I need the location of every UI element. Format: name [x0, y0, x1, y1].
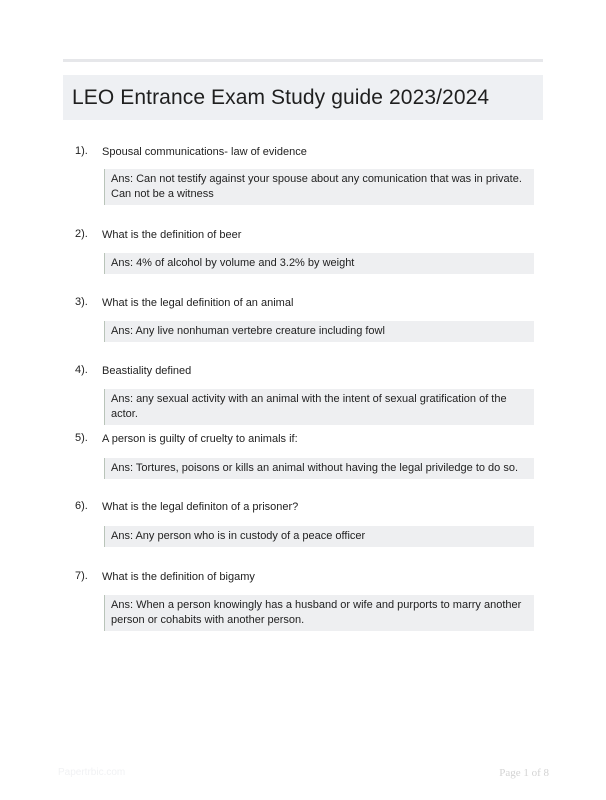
- question-number: 1).: [75, 145, 88, 157]
- footer-watermark: Papertrbic.com: [58, 767, 126, 778]
- title-banner: [63, 75, 543, 120]
- page-title: LEO Entrance Exam Study guide 2023/2024: [72, 85, 490, 109]
- page-number: Page 1 of 8: [499, 767, 549, 779]
- answer-box: Ans: Tortures, poisons or kills an animal without having the legal priviledge to do so.: [104, 458, 534, 479]
- question-text: A person is guilty of cruelty to animals if:: [102, 433, 298, 445]
- answer-box: Ans: When a person knowingly has a husband or wife and purports to marry another person or cohabits with another person.: [104, 595, 534, 631]
- answer-box: Ans: Any person who is in custody of a peace officer: [104, 526, 534, 547]
- question-text: What is the legal definiton of a prisoner?: [102, 501, 299, 513]
- question-number: 6).: [75, 500, 88, 512]
- question-number: 4).: [75, 364, 88, 376]
- top-divider: [63, 59, 543, 62]
- question-text: Beastiality defined: [102, 365, 192, 377]
- question-number: 5).: [75, 432, 88, 444]
- answer-box: Ans: any sexual activity with an animal with the intent of sexual gratification of the actor.: [104, 389, 534, 425]
- question-text: Spousal communications- law of evidence: [102, 146, 307, 158]
- question-number: 3).: [75, 296, 88, 308]
- answer-box: Ans: 4% of alcohol by volume and 3.2% by weight: [104, 253, 534, 274]
- answer-box: Ans: Any live nonhuman vertebre creature including fowl: [104, 321, 534, 342]
- question-text: What is the legal definition of an animal: [102, 297, 294, 309]
- question-text: What is the definition of beer: [102, 229, 242, 241]
- question-number: 2).: [75, 228, 88, 240]
- question-text: What is the definition of bigamy: [102, 571, 255, 583]
- answer-box: Ans: Can not testify against your spouse about any comunication that was in private. Can not be a witness: [104, 169, 534, 205]
- question-number: 7).: [75, 570, 88, 582]
